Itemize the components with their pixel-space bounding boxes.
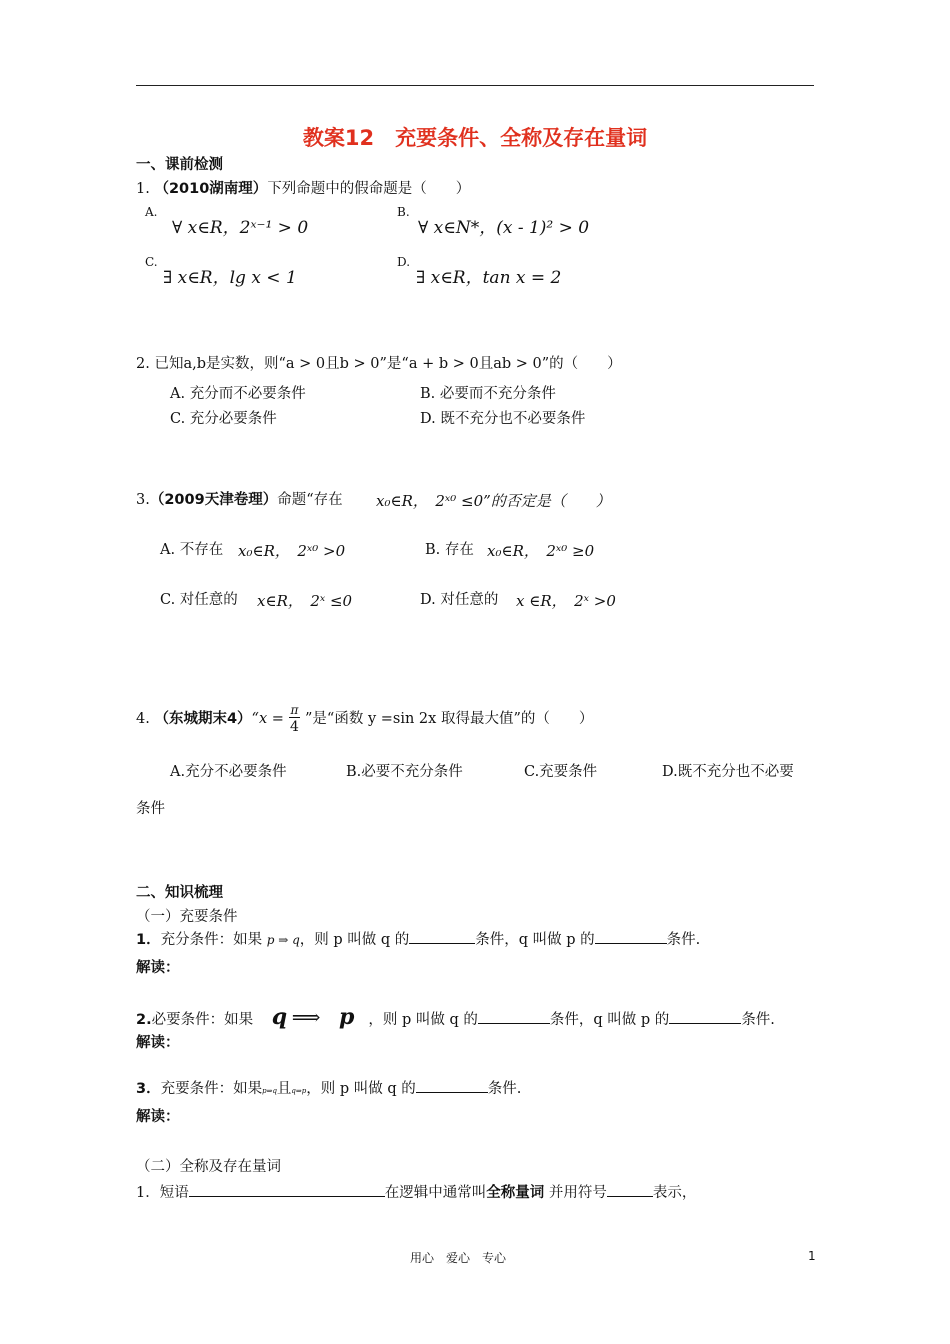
implies-arrow-icon: ⟹ <box>291 1005 321 1029</box>
q2-option-a: A. 充分而不必要条件 <box>170 386 306 402</box>
subsection-1: （一）充要条件 <box>136 909 238 925</box>
header-rule <box>136 85 814 86</box>
q3-option-d-label: D. 对任意的 <box>420 592 499 608</box>
q4-option-c: C.充要条件 <box>524 764 598 780</box>
q1-option-a-label: A. <box>145 205 158 219</box>
footer-slogan: 用心 爱心 专心 <box>410 1251 507 1265</box>
knowledge-1: 1．充分条件：如果 p ⇒ q，则 p 叫做 q 的 条件，q 叫做 p 的 条件. <box>136 928 700 949</box>
q1-option-d: ∃ x∈R，tan x = 2 <box>416 268 562 288</box>
reading-note-3: 解读： <box>136 1109 180 1125</box>
knowledge-3: 3．充要条件：如果p⇒q且q⇒p，则 p 叫做 q 的 条件. <box>136 1077 521 1098</box>
pi-over-4-fraction: $\frac{\pi}{4}$ <box>290 703 299 735</box>
q4-option-d-wrap: 条件 <box>136 801 165 817</box>
q1-option-b-label: B. <box>397 205 410 219</box>
fill-blank[interactable] <box>478 1009 550 1024</box>
question-4-stem: 4. （东城期末4）“x = $\frac{\pi}{4}$ ”是“函数 y =sin 2x 取得最大值”的（ ） <box>136 703 594 735</box>
section-heading-2: 二、知识梳理 <box>136 885 223 901</box>
q4-option-a: A.充分不必要条件 <box>170 764 287 780</box>
q1-option-c: ∃ x∈R，lg x < 1 <box>163 268 297 288</box>
fill-blank[interactable] <box>669 1009 741 1024</box>
q2-option-d: D. 既不充分也不必要条件 <box>420 411 586 427</box>
q3-option-a: x₀∈R， 2ˣ⁰ >0 <box>238 542 346 560</box>
fill-blank[interactable] <box>409 929 475 944</box>
fill-blank[interactable] <box>607 1182 653 1197</box>
q1-option-d-label: D. <box>397 255 411 269</box>
q1-option-c-label: C. <box>145 255 158 269</box>
fill-blank[interactable] <box>595 929 667 944</box>
page-title: 教案12 充要条件、全称及存在量词 <box>302 126 648 150</box>
question-2-stem: 2. 已知a,b是实数，则“a > 0且b > 0”是“a + b > 0且ab > 0”的（ ） <box>136 356 622 372</box>
question-1-stem: 1. （2010湖南理）下列命题中的假命题是（ ） <box>136 181 471 197</box>
q3-option-c: x∈R， 2ˣ ≤0 <box>257 592 353 610</box>
q4-option-b: B.必要不充分条件 <box>346 764 463 780</box>
q2-option-c: C. 充分必要条件 <box>170 411 277 427</box>
q3-option-b-label: B. 存在 <box>425 542 474 558</box>
subsection-2: （二）全称及存在量词 <box>136 1159 281 1175</box>
q3-option-b: x₀∈R， 2ˣ⁰ ≥0 <box>487 542 595 560</box>
q1-option-b: ∀ x∈N*，(x - 1)² > 0 <box>418 218 590 238</box>
section-heading-1: 一、课前检测 <box>136 157 223 173</box>
knowledge-2: 2.必要条件：如果 q ⟹ p ，则 p 叫做 q 的 条件，q 叫做 p 的 条件. <box>136 1004 775 1030</box>
q3-option-d: x ∈R， 2ˣ >0 <box>516 592 616 610</box>
reading-note-2: 解读： <box>136 1035 180 1051</box>
knowledge-4: 1．短语 在逻辑中通常叫全称量词 并用符号 表示， <box>136 1181 696 1202</box>
fill-blank[interactable] <box>189 1182 385 1197</box>
q1-option-a: ∀ x∈R，2ˣ⁻¹ > 0 <box>172 218 309 238</box>
reading-note-1: 解读： <box>136 960 180 976</box>
q4-option-d: D.既不充分也不必要 <box>662 764 794 780</box>
question-3-expr: x₀∈R， 2ˣ⁰ ≤0”的否定是（ ） <box>376 492 611 510</box>
question-3-stem: 3.（2009天津卷理）命题“存在 <box>136 492 343 508</box>
q3-option-c-label: C. 对任意的 <box>160 592 238 608</box>
page-number: 1 <box>808 1249 816 1263</box>
fill-blank[interactable] <box>416 1078 488 1093</box>
q2-option-b: B. 必要而不充分条件 <box>420 386 556 402</box>
q3-option-a-label: A. 不存在 <box>160 542 224 558</box>
